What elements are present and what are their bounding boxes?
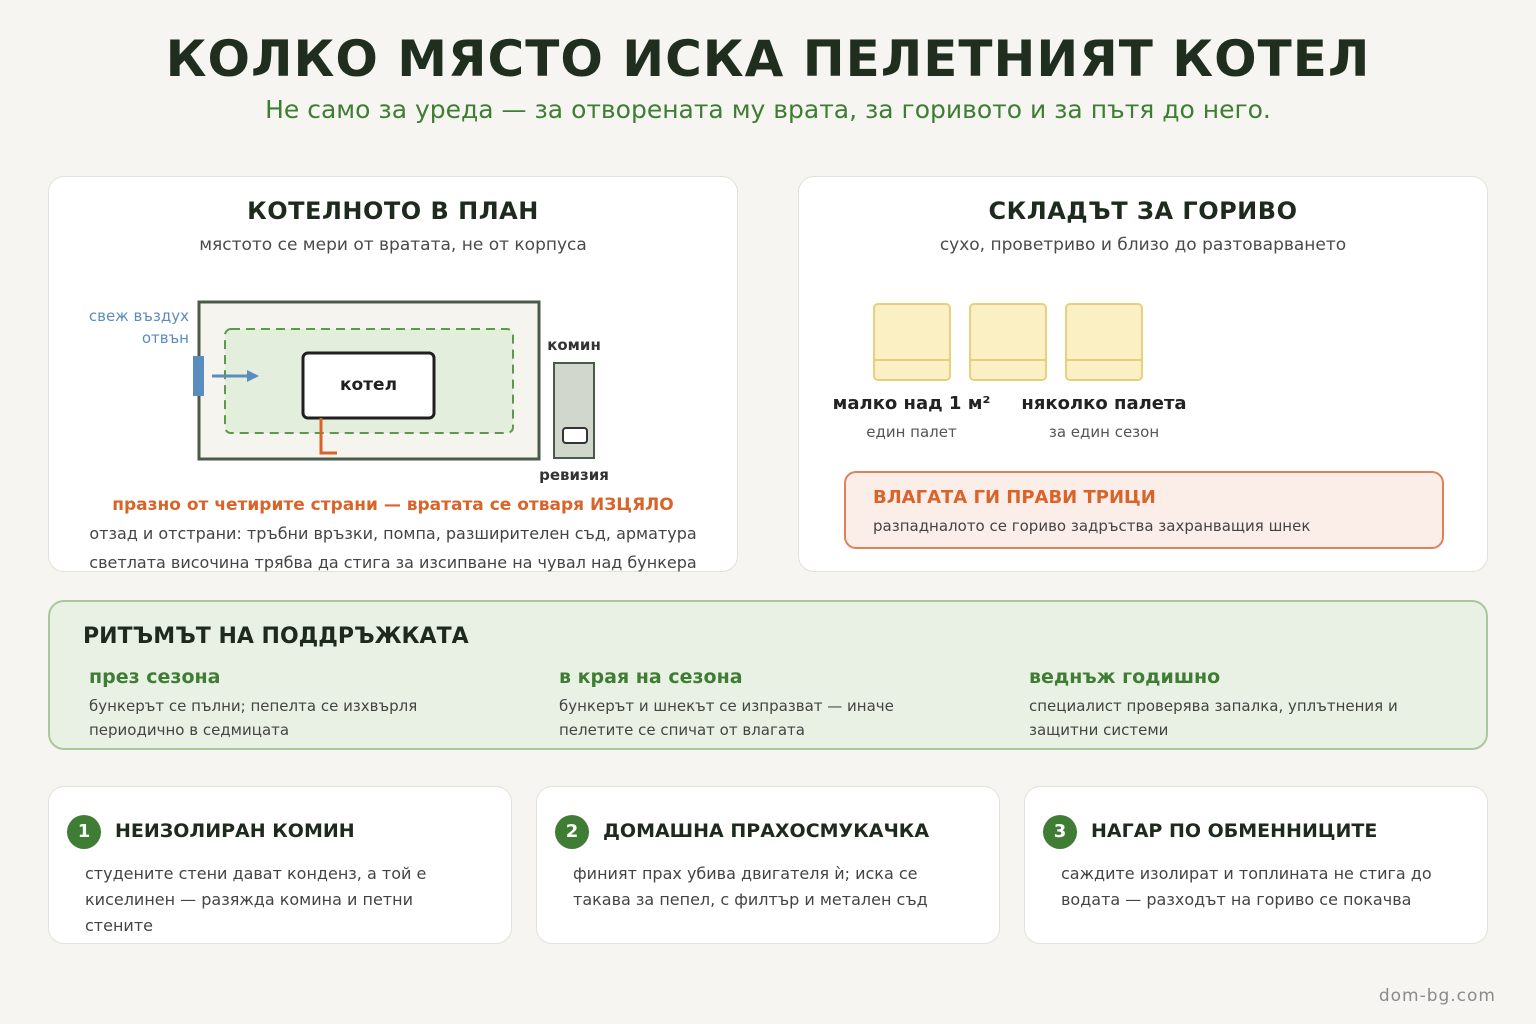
tip-title: НЕИЗОЛИРАН КОМИН xyxy=(115,820,355,842)
storage-subtitle: сухо, проветриво и близо до разтоварването xyxy=(939,235,1347,255)
tip-number-badge: 2 xyxy=(555,815,589,849)
page-subtitle: Не само за уреда — за отворената му врата, за горивото и за пътя до него. xyxy=(265,95,1271,124)
moisture-warning xyxy=(844,471,1444,549)
tip-text: саждите изолират и топлината не стига до водата — разходът на гориво се покачва xyxy=(1061,864,1432,909)
tip-number-badge: 1 xyxy=(67,815,101,849)
maintenance-text: бункерът се пълни; пепелта се изхвърля периодично в седмицата xyxy=(89,697,418,739)
plan-note-line1: отзад и отстрани: тръбни връзки, помпа, разширителен съд, арматура xyxy=(89,524,697,543)
warning-text: разпадналото се гориво задръства захранващия шнек xyxy=(873,517,1311,535)
storage-title: СКЛАДЪТ ЗА ГОРИВО xyxy=(988,197,1298,225)
one-pallet-sub: един палет xyxy=(866,423,957,441)
fresh-air-label-line2: отвън xyxy=(141,329,189,347)
pallets-diagram xyxy=(799,177,1489,397)
plan-subtitle: мястото се мери от вратата, не от корпуса xyxy=(199,235,587,255)
maintenance-item xyxy=(1029,666,1429,742)
one-pallet-label: малко над 1 м² xyxy=(832,393,991,414)
several-pallets-sub: за един сезон xyxy=(1048,423,1160,441)
tip-title: НАГАР ПО ОБМЕННИЦИТЕ xyxy=(1091,820,1378,842)
page-title: КОЛКО МЯСТО ИСКА ПЕЛЕТНИЯТ КОТЕЛ xyxy=(165,30,1371,88)
footer-site[interactable]: dom-bg.com xyxy=(1378,986,1496,1006)
fresh-air-label-line1: свеж въздух xyxy=(88,307,189,325)
maintenance-heading: веднъж годишно xyxy=(1029,666,1221,688)
maintenance-panel xyxy=(48,600,1488,750)
tip-title: ДОМАШНА ПРАХОСМУКАЧКА xyxy=(603,820,930,842)
maintenance-text: бункерът и шнекът се изпразват — иначе пелетите се спичат от влагата xyxy=(559,697,894,739)
maintenance-title: РИТЪМЪТ НА ПОДДРЪЖКАТА xyxy=(83,624,469,649)
tip-card-2 xyxy=(536,786,1000,944)
tip-card-3 xyxy=(1024,786,1488,944)
maintenance-heading: през сезона xyxy=(89,666,221,688)
revision-label: ревизия xyxy=(539,466,609,484)
warning-title: ВЛАГАТА ГИ ПРАВИ ТРИЦИ xyxy=(873,487,1156,508)
boiler-label: котел xyxy=(339,375,398,395)
clearance-note: празно от четирите страни — вратата се отваря ИЗЦЯЛО xyxy=(112,495,674,515)
storage-card xyxy=(798,176,1488,572)
maintenance-text: специалист проверява запалка, уплътнения и защитни системи xyxy=(1029,697,1398,739)
maintenance-item xyxy=(89,666,509,742)
pallet xyxy=(970,304,1046,380)
tip-number-badge: 3 xyxy=(1043,815,1077,849)
tip-card-1 xyxy=(48,786,512,944)
several-pallets-label: няколко палета xyxy=(1021,393,1187,414)
tip-text: студените стени дават конденз, а той е киселинен — разяжда комина и петни стените xyxy=(85,864,427,935)
maintenance-item xyxy=(559,666,959,742)
chimney-label: комин xyxy=(547,336,601,354)
tip-text: финият прах убива двигателя ѝ; иска се такава за пепел, с филтър и метален съд xyxy=(573,864,928,909)
plan-title: КОТЕЛНОТО В ПЛАН xyxy=(247,197,539,225)
fresh-air-vent xyxy=(193,356,204,396)
maintenance-heading: в края на сезона xyxy=(559,666,743,688)
pallet xyxy=(1066,304,1142,380)
pallet xyxy=(874,304,950,380)
plan-note-line2: светлата височина трябва да стига за изсипване на чувал над бункера xyxy=(89,553,697,572)
revision-door xyxy=(563,428,587,443)
plan-card xyxy=(48,176,738,572)
